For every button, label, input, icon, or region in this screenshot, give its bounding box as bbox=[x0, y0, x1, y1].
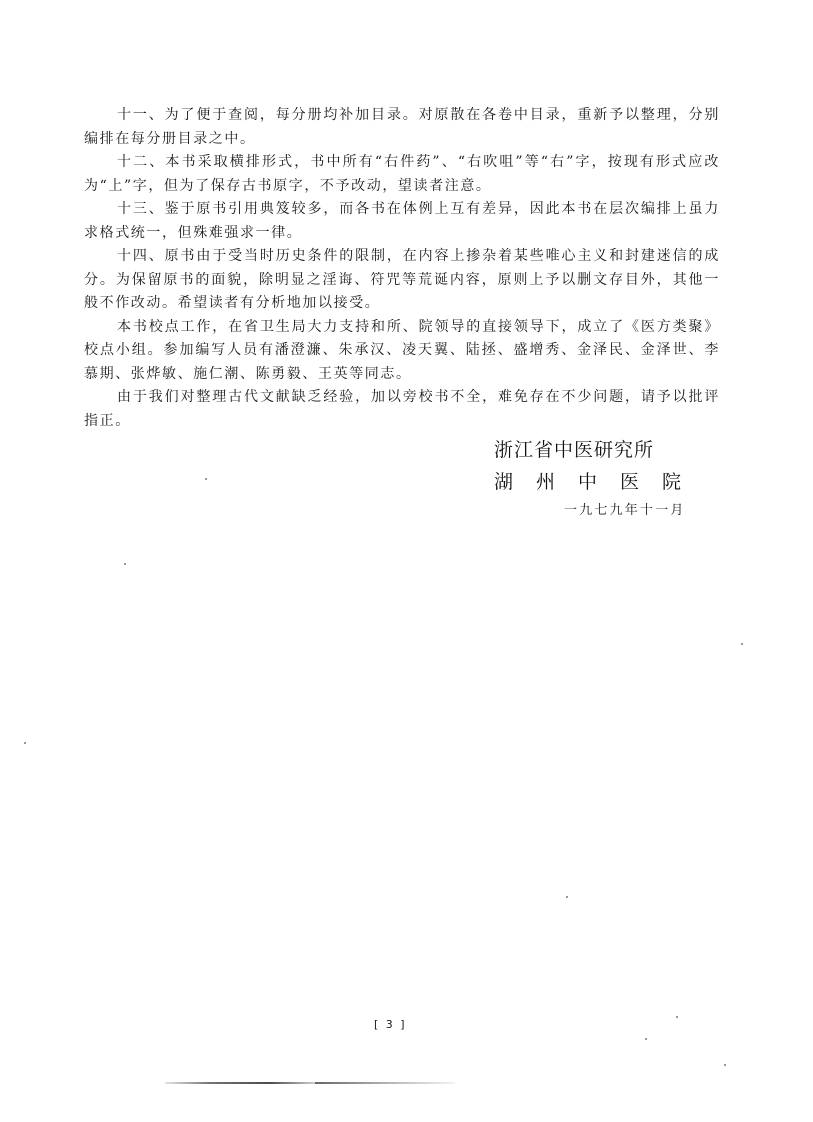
paragraph-14: 十四、原书由于受当时历史条件的限制，在内容上掺杂着某些唯心主义和封建迷信的成分。为保留原书的面貌，除明显之淫诲、符咒等荒诞内容，原则上予以删文存目外，其他一般不作改动。希望读者有分析地加以接受。 bbox=[84, 248, 720, 311]
paragraph-12: 十二、本书采取横排形式，书中所有“右件药”、“右吹咀”等“右”字，按现有形式应改为“上”字，但为了保存古书原字，不予改动，望读者注意。 bbox=[84, 154, 720, 194]
scan-artifact-line bbox=[315, 1082, 455, 1084]
scan-speck bbox=[724, 1064, 726, 1066]
scan-speck bbox=[676, 1016, 678, 1018]
scan-speck bbox=[124, 563, 126, 565]
signature-org-2: 湖州中医院 bbox=[494, 471, 705, 493]
signature-org-1: 浙江省中医研究所 bbox=[494, 439, 655, 461]
scan-speck bbox=[645, 1038, 647, 1040]
scan-speck bbox=[566, 896, 568, 898]
paragraph-11: 十一、为了便于查阅，每分册均补加目录。对原散在各卷中目录，重新予以整理，分别编排在每分册目录之中。 bbox=[84, 107, 720, 147]
signature-date: 一九七九年十一月 bbox=[564, 503, 686, 518]
scan-speck bbox=[24, 742, 26, 744]
body-text bbox=[84, 104, 720, 433]
page-number: [ 3 ] bbox=[374, 1018, 407, 1031]
paragraph-collation-team: 本书校点工作，在省卫生局大力支持和所、院领导的直接领导下，成立了《医方类聚》校点小组。参加编写人员有潘澄濂、朱承汉、凌天翼、陆拯、盛增秀、金泽民、金泽世、李慕期、张烨敏、施仁潮、陈勇毅、王英等同志。 bbox=[84, 318, 720, 382]
scan-speck bbox=[205, 478, 207, 480]
paragraph-closing: 由于我们对整理古代文献缺乏经验，加以旁校书不全，难免存在不少问题，请予以批评指正。 bbox=[84, 389, 720, 429]
scan-artifact-line bbox=[165, 1082, 315, 1084]
paragraph-13: 十三、鉴于原书引用典笈较多，而各书在体例上互有差异，因此本书在层次编排上虽力求格式统一，但殊难强求一律。 bbox=[84, 201, 720, 241]
scan-speck bbox=[741, 643, 743, 645]
